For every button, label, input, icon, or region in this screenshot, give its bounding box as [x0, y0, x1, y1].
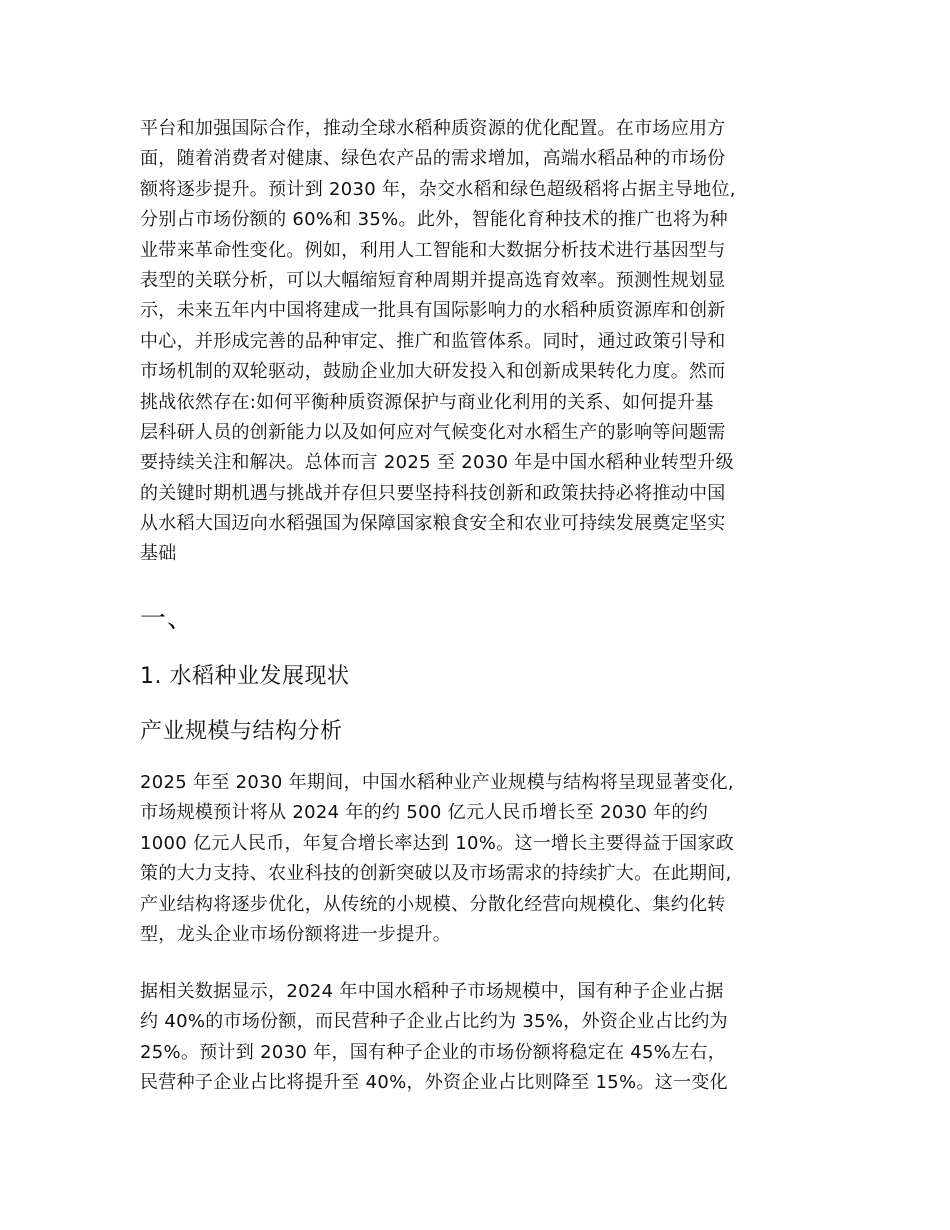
text-line: 从水稻大国迈向水稻强国为保障国家粮食安全和农业可持续发展奠定坚实 [140, 513, 726, 535]
text-line: 约 40%的市场份额，而民营种子企业占比约为 35%，外资企业占比约为 [140, 1011, 728, 1033]
text-line: 2025 年至 2030 年期间，中国水稻种业产业规模与结构将呈现显著变化, [140, 772, 734, 793]
text-line: 平台和加强国际合作，推动全球水稻种质资源的优化配置。在市场应用方 [140, 118, 726, 139]
section-marker: 一、 [140, 604, 195, 634]
text-line: 基础 [140, 543, 177, 565]
paragraph-1 [140, 114, 812, 570]
document-page [140, 114, 812, 1094]
text-line: 业带来革命性变化。例如，利用人工智能和大数据分析技术进行基因型与 [140, 239, 726, 261]
text-line: 层科研人员的创新能力以及如何应对气候变化对水稻生产的影响等问题需 [140, 421, 726, 443]
paragraph-3 [140, 977, 728, 1099]
text-line: 分别占市场份额的 60%和 35%。此外，智能化育种技术的推广也将为种 [140, 209, 728, 231]
text-line: 型，龙头企业市场份额将进一步提升。 [140, 923, 452, 945]
section-heading: 1. 水稻种业发展现状 [140, 664, 350, 689]
text-line: 示，未来五年内中国将建成一批具有国际影响力的水稻种质资源库和创新 [140, 300, 726, 322]
text-line: 产业结构将逐步优化，从传统的小规模、分散化经营向规模化、集约化转 [140, 893, 726, 915]
subsection-heading: 产业规模与结构分析 [140, 719, 343, 744]
text-line: 面，随着消费者对健康、绿色农产品的需求增加，高端水稻品种的市场份 [140, 148, 726, 170]
text-line: 策的大力支持、农业科技的创新突破以及市场需求的持续扩大。在此期间, [140, 863, 732, 885]
text-line: 1000 亿元人民币，年复合增长率达到 10%。这一增长主要得益于国家政 [140, 832, 735, 854]
text-line: 25%。预计到 2030 年，国有种子企业的市场份额将稳定在 45%左右， [140, 1041, 727, 1063]
text-line: 市场规模预计将从 2024 年的约 500 亿元人民币增长至 2030 年的约 [140, 802, 709, 824]
text-line: 额将逐步提升。预计到 2030 年，杂交水稻和绿色超级稻将占据主导地位, [140, 178, 736, 200]
text-line: 中心，并形成完善的品种审定、推广和监管体系。同时，通过政策引导和 [140, 330, 726, 352]
text-line: 市场机制的双轮驱动，鼓励企业加大研发投入和创新成果转化力度。然而 [140, 361, 726, 383]
paragraph-2 [140, 768, 734, 950]
text-line: 的关键时期机遇与挑战并存但只要坚持科技创新和政策扶持必将推动中国 [140, 482, 726, 504]
text-line: 表型的关联分析，可以大幅缩短育种周期并提高选育效率。预测性规划显 [140, 269, 726, 291]
text-line: 挑战依然存在:如何平衡种质资源保护与商业化利用的关系、如何提升基 [140, 391, 714, 413]
text-line: 据相关数据显示，2024 年中国水稻种子市场规模中，国有种子企业占据 [140, 981, 724, 1002]
text-line: 要持续关注和解决。总体而言 2025 至 2030 年是中国水稻种业转型升级 [140, 452, 734, 474]
text-line: 民营种子企业占比将提升至 40%，外资企业占比则降至 15%。这一变化 [140, 1072, 728, 1094]
